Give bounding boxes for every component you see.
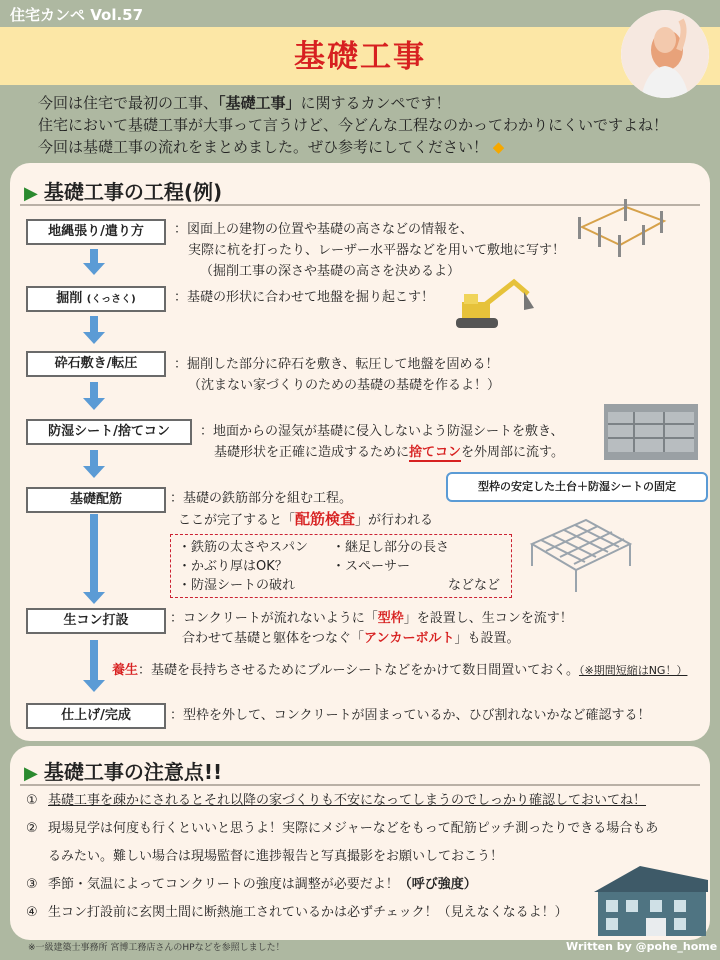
step-saiseki-desc-2: （沈まない家づくりのための基礎の基礎を作るよ！） <box>188 378 501 393</box>
process-heading: ▶ 基礎工事の工程(例) <box>24 180 223 204</box>
step-shiage-desc: ：型枠を外して、コンクリートが固まっているか、ひび割れないかなど確認する！ <box>170 708 651 723</box>
check-item: ・継足し部分の長さ <box>332 540 450 555</box>
curing-note: 養生：基礎を長持ちさせるためにブルーシートなどをかけて数日間置いておく。（※期間短縮はNG！） <box>112 663 688 678</box>
footnote: ※一級建築士事務所 宮博工務店さんのHPなどを参照しました！ <box>28 943 285 953</box>
points-heading: ▶ 基礎工事の注意点!! <box>24 760 223 784</box>
step-jinawa-desc-2: 実際に杭を打ったり、レーザー水平器などを用いて敷地に写す！ <box>188 243 566 258</box>
rebar-illustration <box>526 514 634 596</box>
intro-line-1: 今回は住宅で最初の工事、「基礎工事」に関するカンペです！ <box>38 94 451 112</box>
step-haikin-desc-1: ：基礎の鉄筋部分を組む工程。 <box>170 491 353 506</box>
flow-arrow-head <box>83 332 105 344</box>
series-label: 住宅カンペ Vol.57 <box>10 6 144 24</box>
step-kussaku-desc: ：基礎の形状に合わせて地盤を掘り起こす！ <box>174 290 435 305</box>
intro-line-2: 住宅において基礎工事が大事って言うけど、今どんな工程なのかってわかりにくいですよね！ <box>38 116 669 134</box>
check-item: ・スペーサー <box>332 559 411 574</box>
flow-arrow <box>90 382 98 398</box>
flow-arrow-head <box>83 263 105 275</box>
point-item-4: ④ 生コン打設前に玄関土間に断熱施工されているかは必ずチェック！（見えなくなるよ！） <box>26 905 568 920</box>
step-kussaku: 掘削 (くっさく) <box>26 286 166 312</box>
flow-arrow-head <box>83 398 105 410</box>
step-boshitsu-desc-1: ：地面からの湿気が基礎に侵入しないよう防湿シートを敷き、 <box>200 424 564 439</box>
flow-arrow <box>90 316 98 332</box>
step-boshitsu: 防湿シート/捨てコン <box>26 419 192 445</box>
check-item: などなど <box>448 578 501 593</box>
step-jinawa-desc-1: ：図面上の建物の位置や基礎の高さなどの情報を、 <box>174 222 474 237</box>
point-item-1: ① 基礎工事を疎かにされるとそれ以降の家づくりも不安になってしまうのでしっかり確認しておいてね！ <box>26 793 647 808</box>
triangle-icon: ▶ <box>24 183 38 204</box>
step-haikin: 基礎配筋 <box>26 487 166 513</box>
point-item-2-cont: るみたい。難しい場合は現場監督に進捗報告と写真撮影をお願いしておこう！ <box>48 849 504 864</box>
author-credit: Written by @pohe_home <box>566 940 718 953</box>
check-item: ・かぶり厚はOK？ <box>178 559 288 574</box>
point-item-2: ② 現場見学は何度も行くといいと思うよ！実際にメジャーなどをもって配筋ピッチ測ったりできる場合もあ <box>26 821 659 836</box>
note-badge: 型枠の安定した土台＋防湿シートの固定 <box>446 472 708 502</box>
avatar <box>621 10 709 98</box>
flow-arrow <box>90 249 98 263</box>
step-boshitsu-desc-2: 基礎形状を正確に造成するために捨てコンを外周部に流す。 <box>214 445 564 460</box>
flow-arrow <box>90 514 98 592</box>
flow-arrow <box>90 640 98 680</box>
flow-arrow-head <box>83 466 105 478</box>
check-item: ・鉄筋の太さやスパン <box>178 540 309 555</box>
step-dasetsu-desc-1: ：コンクリートが流れないように「型枠」を設置し、生コンを流す！ <box>170 611 573 626</box>
step-saiseki-desc-1: ：掘削した部分に砕石を敷き、転圧して地盤を固める！ <box>174 357 499 372</box>
intro-line-3: 今回は基礎工事の流れをまとめました。ぜひ参考にしてください！ ◆ <box>38 138 505 156</box>
batter-board-illustration <box>568 197 668 261</box>
step-dasetsu: 生コン打設 <box>26 608 166 634</box>
flow-arrow-head <box>83 592 105 604</box>
avatar-photo <box>621 10 709 98</box>
excavator-illustration <box>450 274 540 336</box>
diamond-icon: ◆ <box>492 138 505 156</box>
step-jinawa: 地縄張り/遣り方 <box>26 219 166 245</box>
house-illustration <box>590 862 712 938</box>
point-item-3: ③ 季節・気温によってコンクリートの強度は調整が必要だよ！（呼び強度） <box>26 877 477 892</box>
step-haikin-desc-2: ここが完了すると「配筋検査」が行われる <box>178 510 434 528</box>
page-title: 基礎工事 <box>294 39 426 75</box>
step-saiseki: 砕石敷き/転圧 <box>26 351 166 377</box>
flow-arrow-head <box>83 680 105 692</box>
step-dasetsu-desc-2: 合わせて基礎と躯体をつなぐ「アンカーボルト」も設置。 <box>182 631 520 646</box>
flow-arrow <box>90 450 98 466</box>
concrete-photo <box>604 404 698 460</box>
step-shiage: 仕上げ/完成 <box>26 703 166 729</box>
triangle-icon: ▶ <box>24 763 38 784</box>
section-divider <box>20 784 700 786</box>
step-jinawa-desc-3: （掘削工事の深さや基礎の高さを決めるよ） <box>200 264 461 279</box>
check-item: ・防湿シートの破れ <box>178 578 296 593</box>
